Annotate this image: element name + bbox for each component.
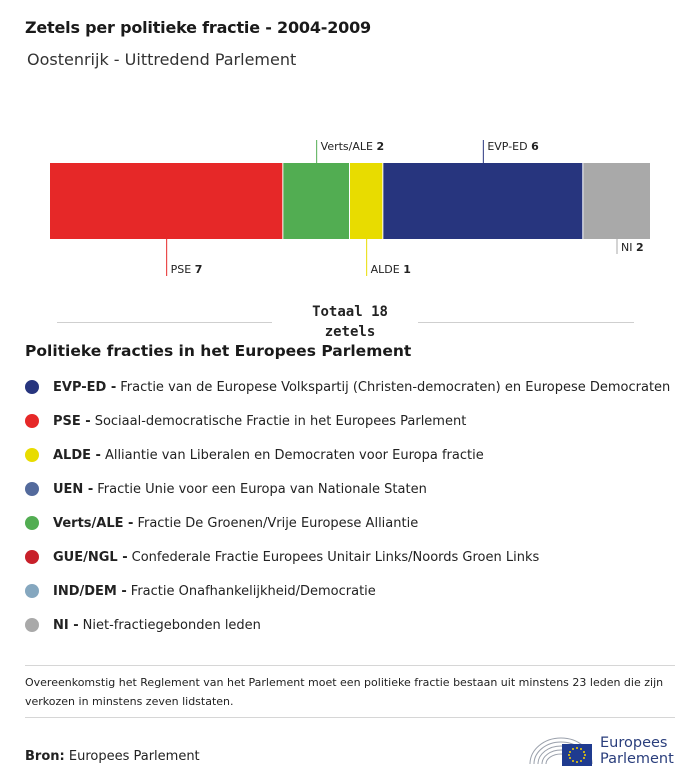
total-seats-line2: zetels bbox=[324, 324, 376, 340]
bar-segment-verts-ale bbox=[283, 163, 349, 239]
divider bbox=[25, 665, 675, 666]
legend-item bbox=[25, 370, 670, 404]
total-rule-right bbox=[418, 322, 634, 323]
bar-segment-alde bbox=[350, 163, 382, 239]
legend-abbr: IND/DEM - bbox=[53, 583, 127, 599]
logo-line2: Parlement bbox=[600, 751, 674, 767]
legend-dot bbox=[25, 414, 39, 428]
logo-text bbox=[600, 735, 674, 767]
legend-dot bbox=[25, 584, 39, 598]
divider bbox=[25, 717, 675, 718]
legend-desc: Sociaal-democratische Fractie in het Europees Parlement bbox=[94, 413, 467, 429]
source-value: Europees Parlement bbox=[68, 749, 200, 764]
legend-abbr: PSE - bbox=[53, 413, 91, 429]
data-label: EVP-ED 6 bbox=[487, 140, 539, 153]
legend-item bbox=[25, 540, 670, 574]
legend-abbr: NI - bbox=[53, 617, 79, 633]
bar-segment-evp-ed bbox=[383, 163, 582, 239]
legend-desc: Niet-fractiegebonden leden bbox=[82, 617, 261, 633]
legend-abbr: Verts/ALE - bbox=[53, 515, 134, 531]
legend-dot bbox=[25, 448, 39, 462]
data-label: Verts/ALE 2 bbox=[320, 140, 385, 153]
legend-dot bbox=[25, 380, 39, 394]
legend-item bbox=[25, 574, 670, 608]
source bbox=[25, 749, 200, 764]
legend-item bbox=[25, 438, 670, 472]
legend-dot bbox=[25, 516, 39, 530]
legend-desc: Fractie Onafhankelijkheid/Democratie bbox=[130, 583, 376, 599]
chart-subtitle: Oostenrijk - Uittredend Parlement bbox=[27, 50, 297, 69]
legend-abbr: ALDE - bbox=[53, 447, 101, 463]
legend-item bbox=[25, 472, 670, 506]
bar-segment-ni bbox=[583, 163, 650, 239]
logo-line1: Europees bbox=[600, 735, 668, 751]
legend-dot bbox=[25, 618, 39, 632]
footnote: Overeenkomstig het Reglement van het Parlement moet een politieke fractie bestaan uit minstens 23 leden die zijn verkozen in minstens zeven lidstaten. bbox=[25, 676, 664, 708]
legend-abbr: EVP-ED - bbox=[53, 379, 117, 395]
legend-dot bbox=[25, 550, 39, 564]
legend-item bbox=[25, 608, 670, 642]
total-rule-left bbox=[57, 322, 272, 323]
total-seats bbox=[272, 302, 428, 342]
data-label: NI 2 bbox=[621, 241, 644, 254]
legend-item bbox=[25, 404, 670, 438]
legend-desc: Fractie De Groenen/Vrije Europese Alliantie bbox=[137, 515, 419, 531]
source-label: Bron: bbox=[25, 749, 65, 764]
legend-heading: Politieke fracties in het Europees Parlement bbox=[25, 342, 412, 360]
legend bbox=[25, 370, 670, 642]
european-parliament-logo bbox=[528, 728, 678, 772]
data-label: PSE 7 bbox=[170, 263, 203, 276]
stacked-bar-chart bbox=[0, 130, 700, 285]
data-label: ALDE 1 bbox=[370, 263, 411, 276]
legend-dot bbox=[25, 482, 39, 496]
legend-abbr: UEN - bbox=[53, 481, 94, 497]
legend-abbr: GUE/NGL - bbox=[53, 549, 128, 565]
legend-item bbox=[25, 506, 670, 540]
legend-desc: Alliantie van Liberalen en Democraten voor Europa fractie bbox=[104, 447, 484, 463]
total-seats-line1: Totaal 18 bbox=[312, 304, 388, 320]
legend-desc: Fractie Unie voor een Europa van Nationale Staten bbox=[97, 481, 427, 497]
bar-segment-pse bbox=[50, 163, 282, 239]
chart-title: Zetels per politieke fractie - 2004-2009 bbox=[25, 18, 371, 37]
hemicycle-flag-icon bbox=[528, 730, 594, 770]
legend-desc: Confederale Fractie Europees Unitair Links/Noords Groen Links bbox=[131, 549, 540, 565]
legend-desc: Fractie van de Europese Volkspartij (Christen-democraten) en Europese Democraten bbox=[120, 379, 671, 395]
